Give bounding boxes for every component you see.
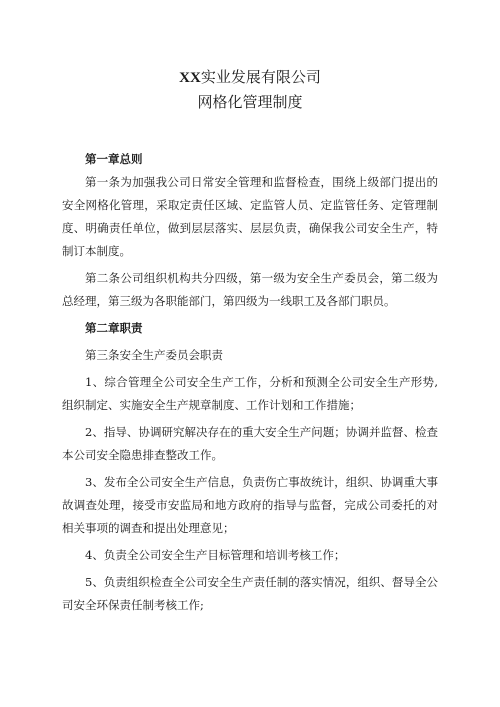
company-title-name: 实业发展有限公司 (200, 68, 321, 86)
duty-item-1: 1、综合管理全公司安全生产工作，分析和预测全公司安全生产形势,组织制定、实施安全生产规章制度、工作计划和工作措施； (62, 375, 438, 412)
duty-item-2: 2、指导、协调研究解决存在的重大安全生产问题；协调并监督、检查本公司安全隐患排查整改工作。 (62, 425, 438, 462)
document-title: 网格化管理制度 (197, 93, 303, 111)
chapter-1-heading: 第一章总则 (85, 152, 143, 166)
duty-item-5: 5、负责组织检查全公司安全生产责任制的落实情况，组织、督导全公司安全环保责任制考核工作; (62, 575, 438, 612)
company-title-prefix: XX (179, 70, 201, 86)
duty-item-4: 4、负责全公司安全生产目标管理和培训考核工作； (85, 548, 346, 562)
article-3: 第三条安全生产委员会职责 (85, 348, 223, 362)
company-title (0, 67, 500, 88)
document-body (62, 148, 438, 617)
article-1: 第一条为加强我公司日常安全管理和监督检查，围绕上级部门提出的安全网格化管理，采取定责任区域、定监管人员、定监管任务、定管理制度、明确责任单位，做到层层落实、层层负责，确保我公司安全生产，特制订本制度。 (62, 175, 438, 258)
chapter-2-heading: 第二章职责 (85, 321, 143, 335)
article-2: 第二条公司组织机构共分四级，第一级为安全生产委员会，第二级为总经理，第三级为各职能部门，第四级为一线职工及各部门职员。 (62, 271, 438, 308)
duty-item-3: 3、发布全公司安全生产信息，负责伤亡事故统计，组织、协调重大事故调查处理，接受市安监局和地方政府的指导与监督，完成公司委托的对相关事项的调查和提出处理意见； (62, 475, 438, 535)
